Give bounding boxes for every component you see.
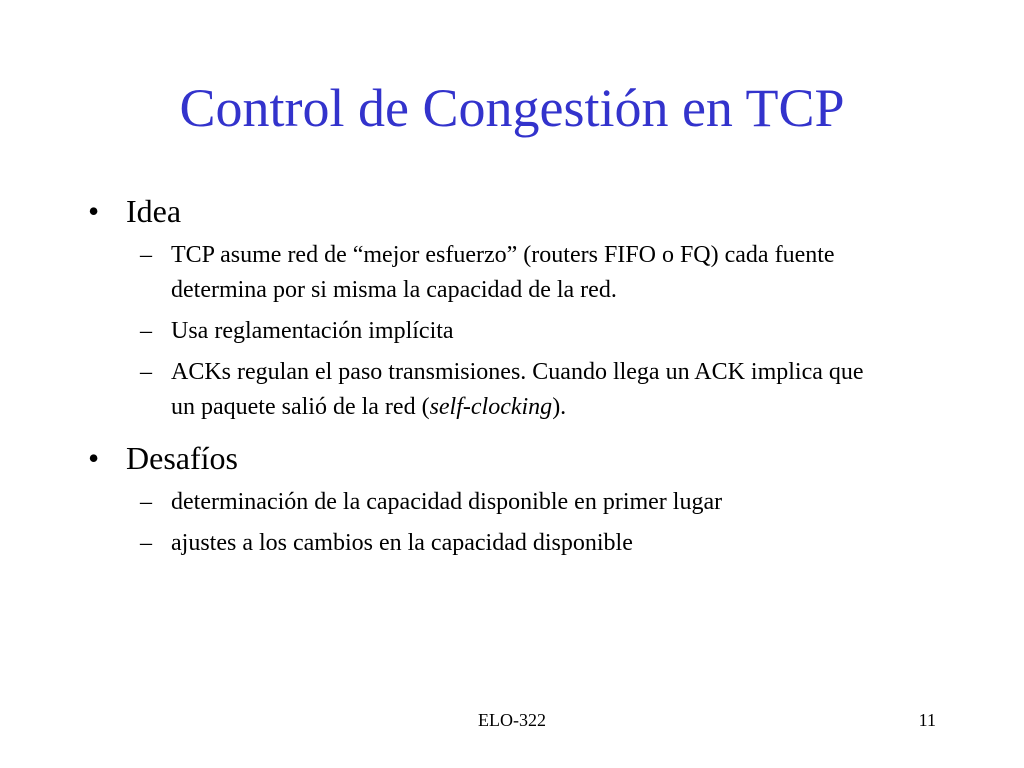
dash-icon: –: [140, 530, 152, 556]
sub-item-text-part: ACKs regulan el paso transmisiones. Cuando llega un ACK implica que un paquete salió de la red (: [171, 359, 864, 420]
sub-item-italic-term: self-clocking: [429, 394, 553, 420]
sub-item-text: TCP asume red de “mejor esfuerzo” (routers FIFO o FQ) cada fuente determina por si misma la capacidad de la red.: [171, 242, 835, 303]
bullet-heading-idea: Idea: [126, 193, 182, 229]
bullet-heading-desafios: Desafíos: [126, 440, 238, 476]
bullet-desafios: [88, 437, 948, 479]
footer-course-code: ELO-322: [478, 710, 546, 730]
sub-item-text: Usa reglamentación implícita: [171, 318, 454, 344]
dash-icon: –: [140, 489, 152, 515]
sub-item-text: ajustes a los cambios en la capacidad disponible: [171, 530, 633, 556]
sub-item: [88, 238, 948, 308]
sub-item: [88, 314, 948, 349]
sub-item-text: determinación de la capacidad disponible en primer lugar: [171, 489, 723, 515]
page-number: 11: [918, 710, 936, 730]
dash-icon: –: [140, 359, 152, 385]
idea-sublist: [88, 238, 948, 425]
sub-item: [88, 526, 948, 561]
bullet-idea: [88, 190, 948, 232]
sub-item-text: [171, 355, 871, 425]
slide-content: [88, 190, 948, 573]
sub-item: [88, 485, 948, 520]
desafios-sublist: [88, 485, 948, 561]
bullet-icon: •: [88, 440, 100, 476]
bullet-icon: •: [88, 193, 100, 229]
dash-icon: –: [140, 242, 152, 268]
sub-item: [88, 355, 948, 425]
dash-icon: –: [140, 318, 152, 344]
slide-title: Control de Congestión en TCP: [179, 78, 845, 138]
sub-item-text-part: ).: [552, 394, 567, 420]
